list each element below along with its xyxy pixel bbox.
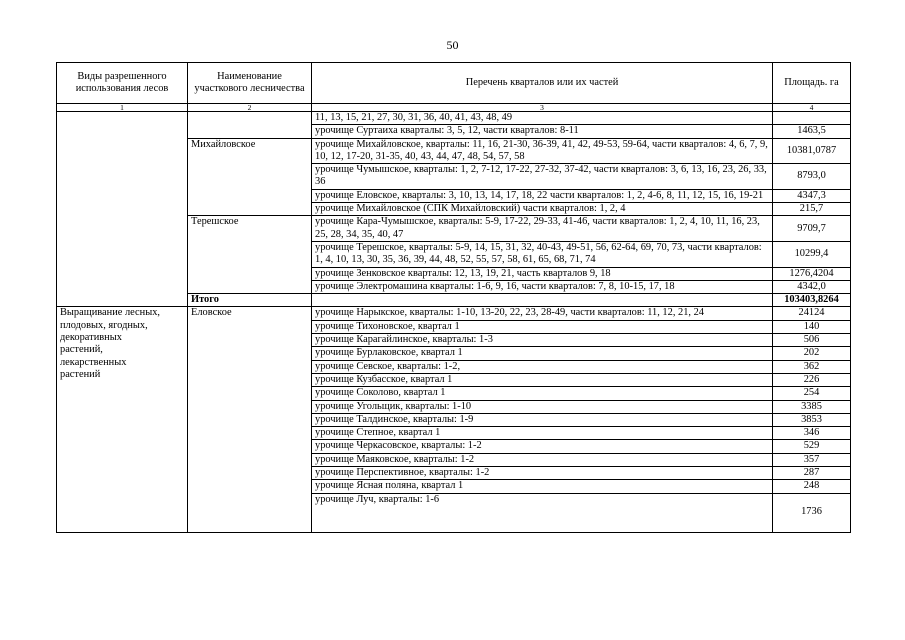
quarters-cell: урочище Бурлаковское, квартал 1 [312, 347, 773, 360]
quarters-cell: урочище Угольщик, кварталы: 1-10 [312, 400, 773, 413]
quarters-cell: урочище Нарыкское, кварталы: 1-10, 13-20, 22, 23, 28-49, части кварталов: 11, 12, 21, 24 [312, 307, 773, 320]
forestry-cell [188, 112, 312, 139]
quarters-cell: урочище Чумышское, кварталы: 1, 2, 7-12, 17-22, 27-32, 37-42, части кварталов: 3, 6, 13, 16, 23, 26, 33, 36 [312, 164, 773, 190]
area-cell: 3853 [773, 413, 851, 426]
quarters-cell: урочище Талдинское, кварталы: 1-9 [312, 413, 773, 426]
header-use-type: Виды разрешенного использования лесов [57, 63, 188, 104]
quarters-cell: урочище Маяковское, кварталы: 1-2 [312, 453, 773, 466]
area-cell: 8793,0 [773, 164, 851, 190]
area-cell: 1463,5 [773, 125, 851, 138]
quarters-cell: урочище Кузбасское, квартал 1 [312, 373, 773, 386]
area-cell: 1736 [773, 493, 851, 532]
area-cell: 248 [773, 480, 851, 493]
quarters-cell: урочище Зенковское кварталы: 12, 13, 19, 21, часть кварталов 9, 18 [312, 267, 773, 280]
quarters-cell: урочище Тихоновское, квартал 1 [312, 320, 773, 333]
area-cell: 506 [773, 334, 851, 347]
area-cell: 362 [773, 360, 851, 373]
quarters-cell: урочище Перспективное, кварталы: 1-2 [312, 467, 773, 480]
header-quarters: Перечень кварталов или их частей [312, 63, 773, 104]
column-number: 4 [773, 104, 851, 112]
area-cell: 1276,4204 [773, 267, 851, 280]
forestry-cell: Михайловское [188, 138, 312, 216]
quarters-cell: урочище Михайловское, кварталы: 11, 16, 21-30, 36-39, 41, 42, 49-53, 59-64, части кварталов: 4, 6, 7, 9, 10, 12, 17-20, 31-35, 40, 43, 44, 47, 48, 54, 57, 58 [312, 138, 773, 164]
area-cell: 226 [773, 373, 851, 386]
area-cell: 10381,0787 [773, 138, 851, 164]
area-cell: 3385 [773, 400, 851, 413]
quarters-cell: урочище Соколово, квартал 1 [312, 387, 773, 400]
quarters-cell: урочище Кара-Чумышское, кварталы: 5-9, 17-22, 29-33, 41-46, части кварталов: 1, 2, 4, 10, 11, 16, 23, 25, 28, 34, 35, 40, 47 [312, 216, 773, 242]
area-cell: 287 [773, 467, 851, 480]
forestry-cell: Терешское [188, 216, 312, 294]
forestry-cell: Еловское [188, 307, 312, 532]
area-cell: 24124 [773, 307, 851, 320]
area-cell: 202 [773, 347, 851, 360]
quarters-cell: урочище Михайловское (СПК Михайловский) части кварталов: 1, 2, 4 [312, 203, 773, 216]
quarters-cell: урочище Черкасовское, кварталы: 1-2 [312, 440, 773, 453]
column-number: 1 [57, 104, 188, 112]
header-forestry: Наименование участкового лесничества [188, 63, 312, 104]
page-number: 50 [446, 38, 459, 52]
quarters-cell: 11, 13, 15, 21, 27, 30, 31, 36, 40, 41, 43, 48, 49 [312, 112, 773, 125]
area-cell [773, 112, 851, 125]
area-cell: 140 [773, 320, 851, 333]
area-cell: 4342,0 [773, 280, 851, 293]
area-cell: 254 [773, 387, 851, 400]
area-cell: 10299,4 [773, 241, 851, 267]
quarters-table-section-2 [56, 306, 851, 532]
quarters-cell [312, 294, 773, 307]
area-cell: 4347,3 [773, 189, 851, 202]
table-row [57, 112, 851, 125]
quarters-cell: урочище Электромашина кварталы: 1-6, 9, 16, части кварталов: 7, 8, 10-15, 17, 18 [312, 280, 773, 293]
area-cell: 357 [773, 453, 851, 466]
quarters-cell: урочище Еловское, кварталы: 3, 10, 13, 14, 17, 18, 22 части кварталов: 1, 2, 4-6, 8, 11, 12, 15, 16, 19-21 [312, 189, 773, 202]
column-number-row [57, 104, 851, 112]
header-area: Площадь. га [773, 63, 851, 104]
quarters-table [56, 62, 851, 307]
column-number: 3 [312, 104, 773, 112]
table-header-row [57, 63, 851, 104]
quarters-cell: урочище Суртаиха кварталы: 3, 5, 12, части кварталов: 8-11 [312, 125, 773, 138]
table-row [57, 307, 851, 320]
area-cell: 346 [773, 427, 851, 440]
total-label: Итого [188, 294, 312, 307]
quarters-cell: урочище Луч, кварталы: 1-6 [312, 493, 773, 532]
area-cell: 215,7 [773, 203, 851, 216]
quarters-cell: урочище Севское, кварталы: 1-2, [312, 360, 773, 373]
area-cell: 529 [773, 440, 851, 453]
use-type-cell: Выращивание лесных, плодовых, ягодных, декоративных растений, лекарственных растений [57, 307, 188, 532]
total-area: 103403,8264 [773, 294, 851, 307]
quarters-cell: урочище Терешское, кварталы: 5-9, 14, 15, 31, 32, 40-43, 49-51, 56, 62-64, 69, 70, 73, части кварталов: 1, 4, 10, 13, 30, 35, 36, 39, 44, 48, 52, 55, 57, 58, 61, 65, 68, 71, 74 [312, 241, 773, 267]
use-type-cell [57, 112, 188, 307]
quarters-cell: урочище Карагайлинское, кварталы: 1-3 [312, 334, 773, 347]
column-number: 2 [188, 104, 312, 112]
quarters-cell: урочище Степное, квартал 1 [312, 427, 773, 440]
quarters-cell: урочище Ясная поляна, квартал 1 [312, 480, 773, 493]
area-cell: 9709,7 [773, 216, 851, 242]
